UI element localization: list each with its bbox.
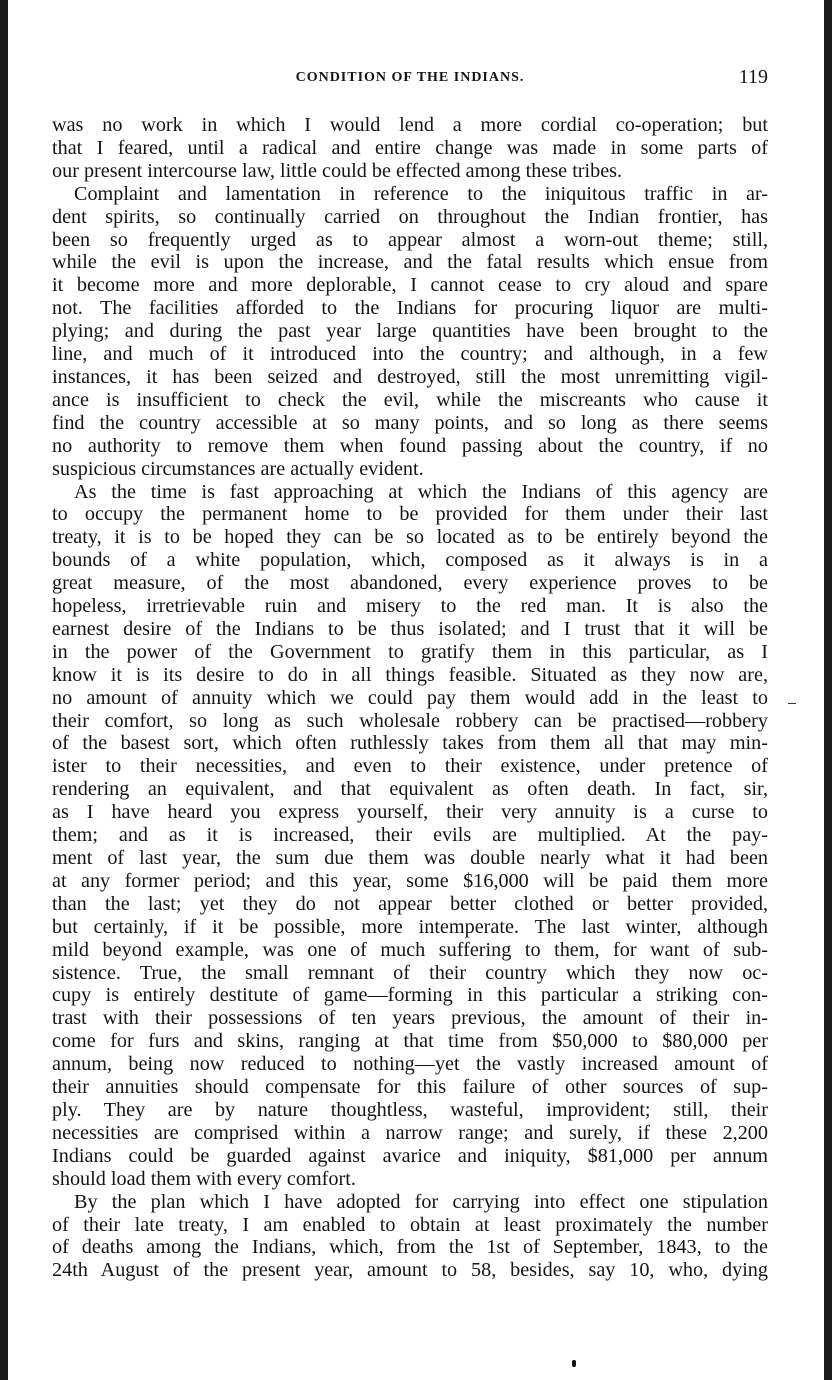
text-line: suspicious circumstances are actually evident. [52,457,424,480]
text-line: trast with their possessions of ten years previous, the amount of their in- [52,1007,768,1030]
paragraph [52,114,768,183]
text-line: no amount of annuity which we could pay them would add in the least to [52,686,768,709]
text-line: their comfort, so long as such wholesale robbery can be practised—robbery [52,709,768,732]
text-line: than the last; yet they do not appear better clothed or better provided, [52,892,768,915]
text-line: find the country accessible at so many points, and so long as there seems [52,411,768,434]
text-line: of their late treaty, I am enabled to obtain at least proximately the number [52,1213,768,1236]
text-line: dent spirits, so continually carried on throughout the Indian frontier, has [52,205,768,228]
text-line: know it is its desire to do in all things feasible. Situated as they now are, [52,663,768,686]
text-line: of deaths among the Indians, which, from the 1st of September, 1843, to the [52,1236,768,1259]
text-line: our present intercourse law, little could be effected among these tribes. [52,159,623,182]
body-text [52,114,768,1282]
running-head: CONDITION OF THE INDIANS. [295,70,525,85]
text-line: mild beyond example, was one of much suffering to them, for want of sub- [52,938,768,961]
text-line: hopeless, irretrievable ruin and misery to the red man. It is also the [52,595,768,618]
text-line: sistence. True, the small remnant of their country which they now oc- [52,961,768,984]
text-line: it become more and more deplorable, I cannot cease to cry aloud and spare [52,274,768,297]
text-line: treaty, it is to be hoped they can be so located as to be entirely beyond the [52,526,768,549]
text-line: ment of last year, the sum due them was double nearly what it had been [52,847,768,869]
text-line: rendering an equivalent, and that equivalent as often death. In fact, sir, [52,778,768,801]
text-line: necessities are comprised within a narrow range; and surely, if these 2,200 [52,1121,768,1144]
text-line: Indians could be guarded against avarice and iniquity, $81,000 per annum [52,1144,768,1167]
text-line: them; and as it is increased, their evils are multiplied. At the pay- [52,824,768,847]
text-line: to occupy the permanent home to be provided for them under their last [52,503,768,526]
paragraph [52,183,768,481]
text-line: not. The facilities afforded to the Indians for procuring liquor are multi- [52,297,768,320]
text-line: that I feared, until a radical and entire change was made in some parts of [52,136,768,159]
text-line: but certainly, if it be possible, more intemperate. The last winter, although [52,915,768,938]
text-line: come for furs and skins, ranging at that time from $50,000 to $80,000 per [52,1030,768,1053]
text-line: great measure, of the most abandoned, every experience proves to be [52,572,768,595]
text-line: as I have heard you express yourself, their very annuity is a curse to [52,801,768,824]
text-line: at any former period; and this year, some $16,000 will be paid them more [52,869,768,892]
text-line: plying; and during the past year large quantities have been brought to the [52,320,768,343]
text-line: instances, it has been seized and destroyed, still the most unremitting vigil- [52,365,768,388]
left-scan-edge [0,0,8,1380]
text-line: cupy is entirely destitute of game—forming in this particular a striking con- [52,984,768,1007]
text-line: should load them with every comfort. [52,1167,356,1190]
text-line: while the evil is upon the increase, and the fatal results which ensue from [52,251,768,274]
text-line: earnest desire of the Indians to be thus isolated; and I trust that it will be [52,617,768,640]
text-line: bounds of a white population, which, composed as it always is in a [52,549,768,572]
text-line: no authority to remove them when found passing about the country, if no [52,434,768,457]
paragraph [52,481,768,1191]
text-line: their annuities should compensate for this failure of other sources of sup- [52,1076,768,1099]
text-line: 24th August of the present year, amount to 58, besides, say 10, who, dying [52,1259,768,1282]
text-line: As the time is fast approaching at which the Indians of this agency are [74,480,768,503]
text-line: in the power of the Government to gratify them in this particular, as I [52,640,768,663]
page-header [52,66,768,94]
text-line: Complaint and lamentation in reference to the iniquitous traffic in ar- [74,182,768,205]
page-number: 119 [738,66,768,88]
text-line: ister to their necessities, and even to their existence, under pretence of [52,755,768,778]
text-line: of the basest sort, which often ruthlessly takes from them all that may min- [52,732,768,755]
text-line: been so frequently urged as to appear almost a worn-out theme; still, [52,228,768,251]
margin-mark [788,703,796,704]
text-line: By the plan which I have adopted for carrying into effect one stipulation [74,1190,768,1213]
right-scan-edge [824,0,832,1380]
footer-mark [572,1360,576,1367]
text-line: annum, being now reduced to nothing—yet the vastly increased amount of [52,1053,768,1076]
text-line: line, and much of it introduced into the country; and although, in a few [52,343,768,366]
text-line: was no work in which I would lend a more cordial co-operation; but [52,114,768,136]
text-line: ance is insufficient to check the evil, while the miscreants who cause it [52,388,768,411]
text-line: ply. They are by nature thoughtless, wasteful, improvident; still, their [52,1098,768,1121]
paragraph [52,1191,768,1283]
